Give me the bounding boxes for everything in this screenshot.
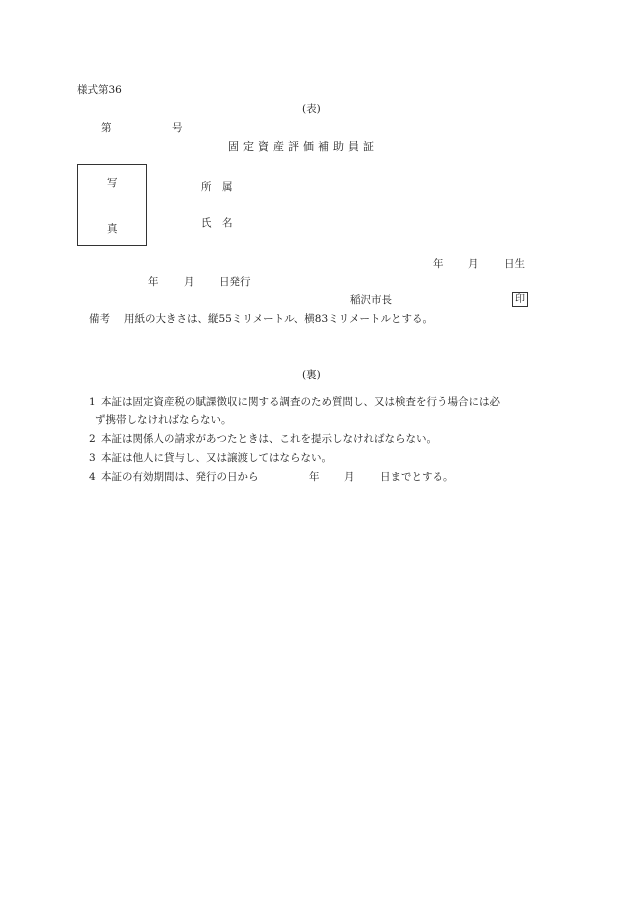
number-suffix: 号 bbox=[172, 122, 183, 134]
validity-day: 日までとする。 bbox=[380, 471, 454, 483]
front-side-label: (表) bbox=[302, 103, 321, 115]
item-text-continued: ず携帯しなければならない。 bbox=[95, 414, 232, 426]
item-text: 本証の有効期間は、発行の日から bbox=[101, 471, 259, 483]
issuer: 稲沢市長 bbox=[350, 294, 392, 306]
issue-month: 月 bbox=[184, 276, 195, 288]
item-text: 本証は関係人の請求があつたときは、これを提示しなければならない。 bbox=[101, 433, 437, 445]
issue-day: 日発行 bbox=[219, 276, 251, 288]
photo-label-2: 真 bbox=[107, 223, 118, 235]
seal-mark: 印 bbox=[512, 292, 528, 307]
item-number: 1 bbox=[89, 396, 96, 408]
affiliation-label: 所 属 bbox=[201, 181, 233, 193]
card-title: 固定資産評価補助員証 bbox=[228, 140, 378, 153]
item-number: 3 bbox=[89, 452, 96, 464]
birth-day: 日生 bbox=[504, 258, 525, 270]
validity-year: 年 bbox=[309, 471, 320, 483]
item-number: 2 bbox=[89, 433, 96, 445]
item-text: 本証は固定資産税の賦課徴収に関する調査のため質問し、又は検査を行う場合には必 bbox=[101, 396, 500, 408]
name-label: 氏 名 bbox=[201, 217, 233, 229]
issue-year: 年 bbox=[148, 276, 159, 288]
photo-label-1: 写 bbox=[107, 177, 118, 189]
number-prefix: 第 bbox=[101, 122, 112, 134]
birth-month: 月 bbox=[468, 258, 479, 270]
item-text: 本証は他人に貸与し、又は譲渡してはならない。 bbox=[101, 452, 332, 464]
note-label: 備考 bbox=[89, 313, 110, 325]
form-number: 様式第36 bbox=[77, 84, 122, 96]
item-number: 4 bbox=[89, 471, 96, 483]
validity-month: 月 bbox=[344, 471, 355, 483]
back-side-label: (裏) bbox=[302, 369, 321, 381]
birth-year: 年 bbox=[433, 258, 444, 270]
note-text: 用紙の大きさは、縦55ミリメートル、横83ミリメートルとする。 bbox=[124, 313, 433, 325]
